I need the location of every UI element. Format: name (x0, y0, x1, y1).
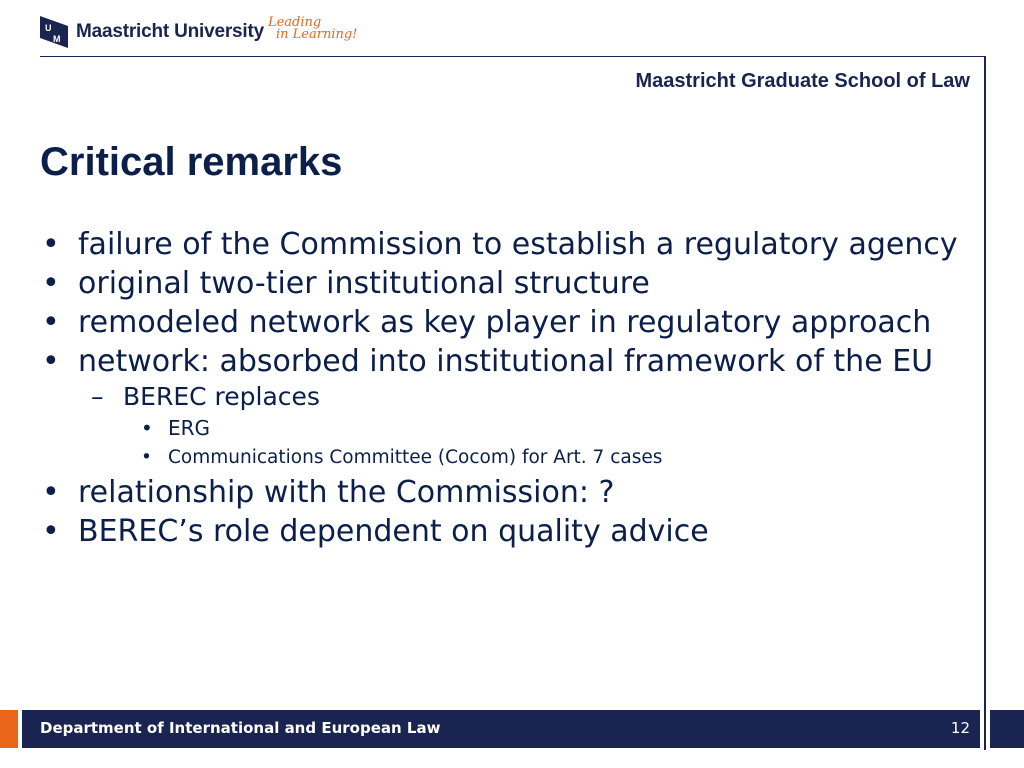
footer-department: Department of International and European Law (40, 719, 441, 737)
bullet-item (40, 267, 970, 300)
footer-accent (0, 710, 18, 748)
bullet-list (40, 228, 970, 554)
bullet-text: remodeled network as key player in regulatory approach (78, 305, 932, 340)
header-divider (40, 56, 986, 57)
sub-sub-bullet-text: ERG (168, 416, 211, 440)
bullet-item (40, 476, 970, 509)
bullet-item (40, 345, 970, 378)
bullet-text: BEREC’s role dependent on quality advice (78, 514, 709, 549)
bullet-symbol: • (42, 475, 60, 510)
bullet-symbol: • (42, 514, 60, 549)
sub-sub-bullet-item (40, 443, 970, 472)
school-name: Maastricht Graduate School of Law (635, 70, 970, 92)
bullet-text: relationship with the Commission: ? (78, 475, 615, 510)
page-number: 12 (950, 719, 970, 737)
bullet-text: failure of the Commission to establish a regulatory agency (78, 227, 958, 262)
bullet-text: original two-tier institutional structure (78, 266, 650, 301)
sub-bullet-text: BEREC replaces (123, 382, 320, 411)
right-border (984, 56, 986, 750)
svg-text:M: M (53, 34, 61, 44)
tagline-line2: in Learning! (275, 27, 358, 42)
sub-sub-bullet-item (40, 414, 970, 443)
bullet-symbol: • (141, 416, 153, 440)
footer-bar-end (990, 710, 1024, 748)
bullet-item (40, 228, 970, 261)
bullet-symbol: • (141, 447, 152, 468)
bullet-item (40, 515, 970, 548)
sub-sub-bullet-text: Communications Committee (Cocom) for Art. 7 cases (168, 447, 663, 468)
bullet-symbol: • (42, 305, 60, 340)
university-tagline (268, 17, 357, 41)
dash-symbol: – (91, 382, 104, 411)
bullet-symbol: • (42, 227, 60, 262)
bullet-text: network: absorbed into institutional framework of the EU (78, 344, 934, 379)
university-logo (40, 14, 357, 50)
svg-text:U: U (45, 23, 52, 33)
bullet-item (40, 306, 970, 339)
sub-bullet-item (40, 382, 970, 412)
tagline-line1: Leading (267, 15, 322, 30)
bullet-symbol: • (42, 266, 60, 301)
bullet-symbol: • (42, 344, 60, 379)
um-logo-icon (40, 16, 68, 48)
slide-title: Critical remarks (40, 140, 343, 184)
university-name: Maastricht University (76, 21, 264, 42)
